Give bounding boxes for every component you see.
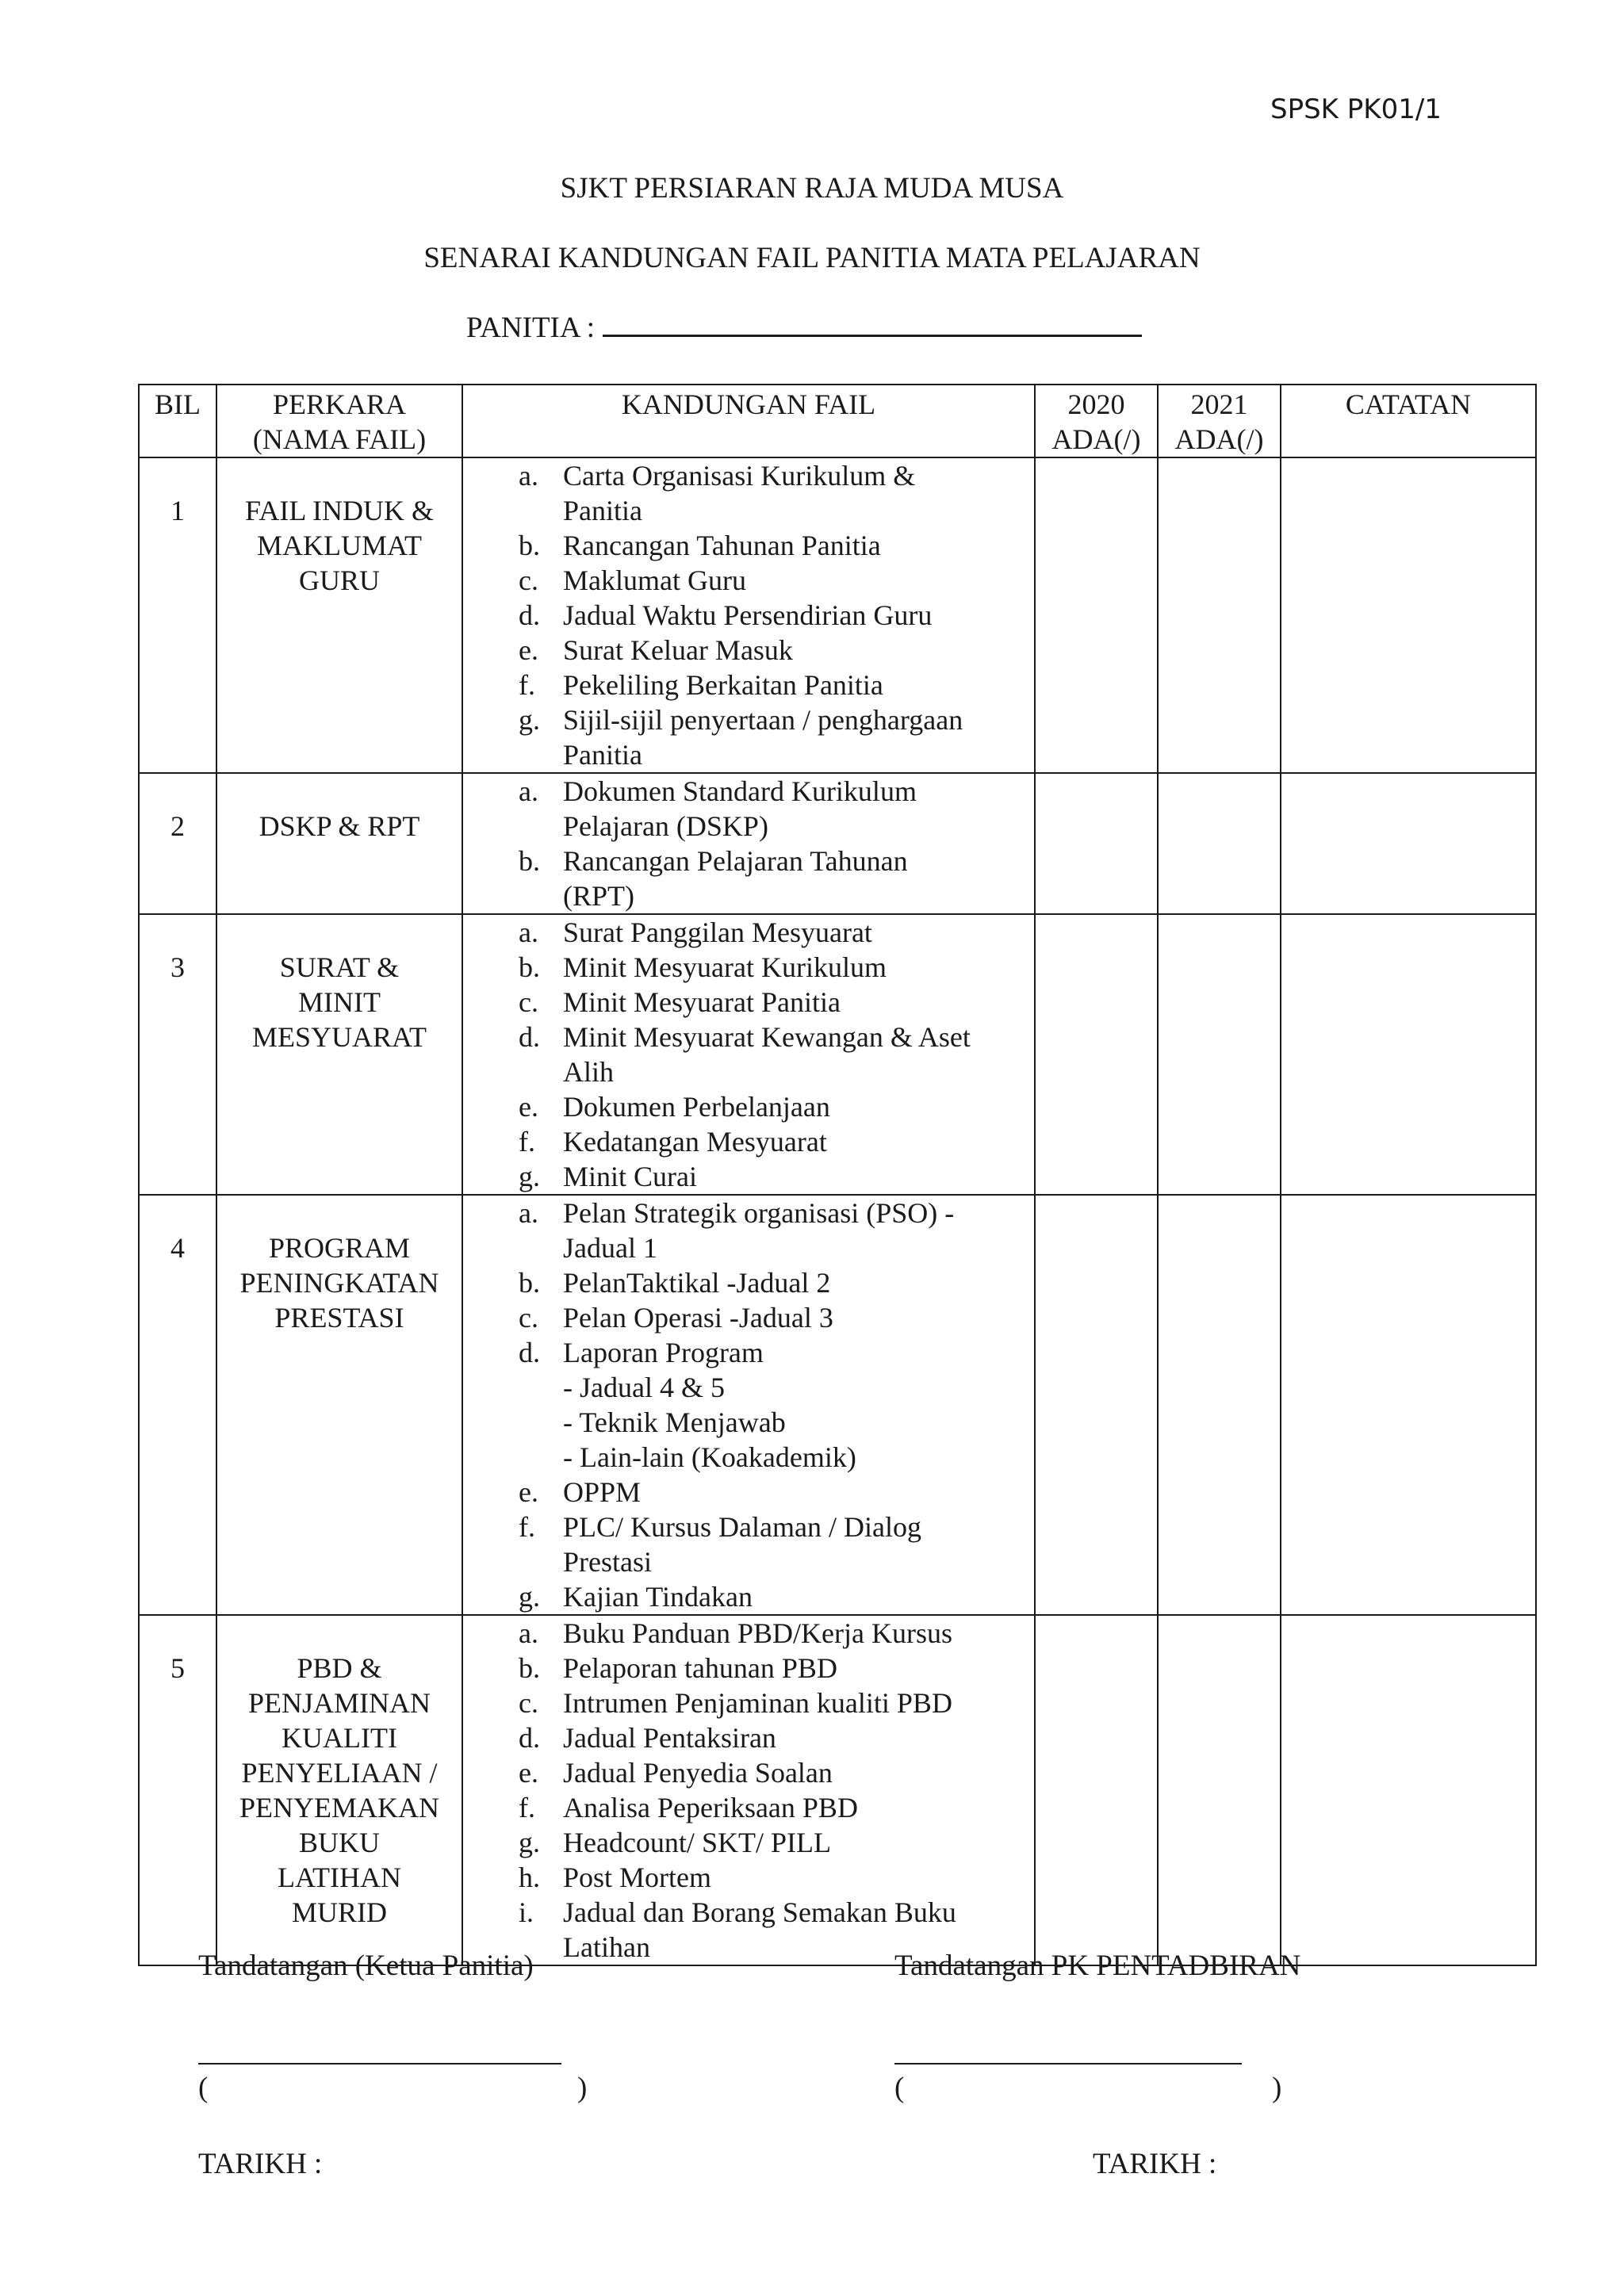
item-label: e. — [519, 1757, 538, 1789]
kandungan-item — [519, 1196, 1026, 1265]
item-text: Pekeliling Berkaitan Panitia — [563, 669, 883, 701]
header-2021-ada: ADA(/) — [1174, 423, 1264, 455]
perkara-line: PENYELIAAN / — [241, 1757, 438, 1789]
school-name: SJKT PERSIARAN RAJA MUDA MUSA — [560, 172, 1064, 205]
item-label: c. — [519, 1302, 538, 1334]
item-text: Rancangan Pelajaran Tahunan — [563, 845, 908, 877]
item-label: g. — [519, 1161, 540, 1192]
perkara-line: PRESTASI — [274, 1302, 404, 1334]
item-label: d. — [519, 599, 540, 631]
kandungan-list — [519, 915, 1026, 1194]
cell-2021[interactable] — [1158, 1615, 1281, 1965]
signature-right-label: Tandatangan PK PENTADBIRAN — [894, 1950, 1301, 1982]
item-text-continued: Prestasi — [563, 1546, 652, 1578]
item-label: b. — [519, 1267, 540, 1299]
item-label: g. — [519, 1581, 540, 1613]
row-bil: 4 — [139, 1195, 216, 1615]
item-text-continued: Latihan — [563, 1931, 650, 1963]
row-bil: 3 — [139, 914, 216, 1195]
item-text: Sijil-sijil penyertaan / penghargaan — [563, 704, 963, 736]
header-2020 — [1035, 385, 1158, 457]
item-label: a. — [519, 460, 538, 492]
kandungan-item — [519, 1825, 1026, 1860]
item-label: e. — [519, 1476, 538, 1508]
cell-2021[interactable] — [1158, 1195, 1281, 1615]
kandungan-item — [519, 528, 1026, 563]
cell-catatan[interactable] — [1281, 914, 1536, 1195]
panitia-label: PANITIA : — [466, 312, 596, 344]
item-text: Rancangan Tahunan Panitia — [563, 530, 881, 561]
item-text: Minit Mesyuarat Kurikulum — [563, 951, 887, 983]
cell-2021[interactable] — [1158, 773, 1281, 914]
item-subpoint: - Jadual 4 & 5 — [563, 1372, 725, 1403]
cell-catatan[interactable] — [1281, 1615, 1536, 1965]
item-label: b. — [519, 1652, 540, 1684]
perkara-line: MURID — [291, 1896, 387, 1928]
kandungan-item — [519, 985, 1026, 1020]
kandungan-item — [519, 702, 1026, 772]
perkara-line: KUALITI — [282, 1722, 397, 1754]
header-2021 — [1158, 385, 1281, 457]
kandungan-item — [519, 1159, 1026, 1194]
name-right-open-paren: ( — [894, 2072, 905, 2104]
item-text: Surat Keluar Masuk — [563, 634, 793, 666]
table-header-row — [139, 385, 1536, 457]
item-label: c. — [519, 564, 538, 596]
perkara-line: PENINGKATAN — [239, 1267, 439, 1299]
kandungan-item — [519, 1755, 1026, 1790]
item-text: Maklumat Guru — [563, 564, 746, 596]
header-2020-ada: ADA(/) — [1051, 423, 1141, 455]
item-label: g. — [519, 704, 540, 736]
table-row — [139, 914, 1536, 1195]
perkara-line: MESYUARAT — [251, 1021, 427, 1053]
perkara-line: LATIHAN — [278, 1862, 401, 1893]
item-text: OPPM — [563, 1476, 642, 1508]
row-perkara — [216, 773, 462, 914]
kandungan-item — [519, 458, 1026, 528]
item-label: a. — [519, 916, 538, 948]
item-text: Kedatangan Mesyuarat — [563, 1126, 827, 1158]
item-text-continued: Alih — [563, 1056, 615, 1088]
tarikh-left: TARIKH : — [198, 2148, 323, 2180]
item-text: Intrumen Penjaminan kualiti PBD — [563, 1687, 952, 1719]
perkara-line: PBD & — [297, 1652, 382, 1684]
kandungan-item — [519, 1790, 1026, 1825]
kandungan-item — [519, 1265, 1026, 1300]
cell-2020[interactable] — [1035, 457, 1158, 773]
perkara-line: PENJAMINAN — [247, 1687, 431, 1719]
item-text-continued: Panitia — [563, 495, 642, 526]
item-label: h. — [519, 1862, 540, 1893]
kandungan-item — [519, 633, 1026, 668]
kandungan-item — [519, 598, 1026, 633]
kandungan-item — [519, 563, 1026, 598]
item-label: e. — [519, 1091, 538, 1123]
item-text-continued: (RPT) — [563, 880, 634, 912]
file-contents-table — [138, 384, 1537, 1966]
kandungan-item — [519, 1686, 1026, 1720]
header-2020-year: 2020 — [1067, 388, 1125, 420]
item-label: e. — [519, 634, 538, 666]
item-label: d. — [519, 1337, 540, 1368]
signature-left-label: Tandatangan (Ketua Panitia) — [198, 1950, 534, 1982]
kandungan-item — [519, 1579, 1026, 1614]
item-subpoint: - Lain-lain (Koakademik) — [563, 1441, 856, 1473]
cell-2021[interactable] — [1158, 457, 1281, 773]
item-label: i. — [519, 1896, 534, 1928]
cell-catatan[interactable] — [1281, 457, 1536, 773]
row-kandungan — [462, 773, 1035, 914]
kandungan-item — [519, 1124, 1026, 1159]
item-text: Minit Curai — [563, 1161, 697, 1192]
kandungan-item — [519, 915, 1026, 950]
row-perkara — [216, 457, 462, 773]
table-row — [139, 1195, 1536, 1615]
perkara-line: BUKU — [298, 1827, 380, 1858]
cell-catatan[interactable] — [1281, 1195, 1536, 1615]
perkara-line: SURAT & — [279, 951, 400, 983]
item-label: d. — [519, 1021, 540, 1053]
item-label: c. — [519, 1687, 538, 1719]
item-label: f. — [519, 669, 535, 701]
perkara-line: GURU — [298, 564, 380, 596]
kandungan-item — [519, 1616, 1026, 1651]
item-label: d. — [519, 1722, 540, 1754]
table-row — [139, 457, 1536, 773]
item-text: Pelan Operasi -Jadual 3 — [563, 1302, 833, 1334]
item-text: Surat Panggilan Mesyuarat — [563, 916, 872, 948]
item-text: Jadual Penyedia Soalan — [563, 1757, 833, 1789]
item-subpoint: - Teknik Menjawab — [563, 1406, 786, 1438]
header-bil: BIL — [139, 385, 216, 457]
item-text: PLC/ Kursus Dalaman / Dialog — [563, 1511, 921, 1543]
item-label: c. — [519, 986, 538, 1018]
kandungan-item — [519, 1720, 1026, 1755]
item-text: Pelaporan tahunan PBD — [563, 1652, 837, 1684]
header-perkara-line2: (NAMA FAIL) — [252, 423, 427, 455]
kandungan-item — [519, 950, 1026, 985]
name-left-open-paren: ( — [198, 2072, 209, 2104]
document-code: SPSK PK01/1 — [1270, 94, 1442, 125]
table-row — [139, 1615, 1536, 1965]
header-perkara-line1: PERKARA — [272, 388, 407, 420]
name-left-close-paren: ) — [577, 2072, 588, 2104]
item-text: Jadual Pentaksiran — [563, 1722, 776, 1754]
cell-2021[interactable] — [1158, 914, 1281, 1195]
item-text: Minit Mesyuarat Panitia — [563, 986, 841, 1018]
kandungan-list — [519, 1616, 1026, 1965]
row-kandungan — [462, 1195, 1035, 1615]
kandungan-list — [519, 1196, 1026, 1614]
kandungan-item — [519, 1335, 1026, 1475]
item-text: Kajian Tindakan — [563, 1581, 753, 1613]
item-text-continued: Jadual 1 — [563, 1232, 657, 1264]
row-perkara — [216, 1195, 462, 1615]
row-perkara — [216, 1615, 462, 1965]
item-label: b. — [519, 845, 540, 877]
item-text: PelanTaktikal -Jadual 2 — [563, 1267, 831, 1299]
item-label: f. — [519, 1792, 535, 1823]
kandungan-item — [519, 1475, 1026, 1510]
item-text: Headcount/ SKT/ PILL — [563, 1827, 831, 1858]
cell-2020[interactable] — [1035, 1195, 1158, 1615]
cell-2020[interactable] — [1035, 773, 1158, 914]
perkara-line: FAIL INDUK & — [245, 495, 434, 526]
perkara-line: MINIT — [298, 986, 381, 1018]
kandungan-item — [519, 1089, 1026, 1124]
kandungan-item — [519, 668, 1026, 702]
header-catatan: CATATAN — [1281, 385, 1536, 457]
kandungan-item — [519, 1651, 1026, 1686]
row-kandungan — [462, 1615, 1035, 1965]
cell-catatan[interactable] — [1281, 773, 1536, 914]
item-label: g. — [519, 1827, 540, 1858]
item-label: f. — [519, 1511, 535, 1543]
row-kandungan — [462, 457, 1035, 773]
document-title: SENARAI KANDUNGAN FAIL PANITIA MATA PELAJARAN — [423, 242, 1201, 274]
row-bil: 1 — [139, 457, 216, 773]
item-text: Buku Panduan PBD/Kerja Kursus — [563, 1617, 952, 1649]
kandungan-item — [519, 1300, 1026, 1335]
item-text: Jadual dan Borang Semakan Buku — [563, 1896, 956, 1928]
name-right-close-paren: ) — [1272, 2072, 1282, 2104]
row-bil: 2 — [139, 773, 216, 914]
header-2021-year: 2021 — [1190, 388, 1248, 420]
kandungan-list — [519, 458, 1026, 772]
item-label: a. — [519, 1197, 538, 1229]
kandungan-item — [519, 844, 1026, 913]
item-text: Dokumen Perbelanjaan — [563, 1091, 830, 1123]
tarikh-right: TARIKH : — [1093, 2148, 1217, 2180]
cell-2020[interactable] — [1035, 1615, 1158, 1965]
item-label: a. — [519, 1617, 538, 1649]
cell-2020[interactable] — [1035, 914, 1158, 1195]
kandungan-item — [519, 1860, 1026, 1895]
perkara-line: MAKLUMAT — [256, 530, 422, 561]
item-text: Minit Mesyuarat Kewangan & Aset — [563, 1021, 971, 1053]
header-kandungan: KANDUNGAN FAIL — [462, 385, 1035, 457]
item-label: b. — [519, 951, 540, 983]
item-label: f. — [519, 1126, 535, 1158]
item-text: Jadual Waktu Persendirian Guru — [563, 599, 933, 631]
item-text: Laporan Program — [563, 1337, 764, 1368]
item-text: Post Mortem — [563, 1862, 712, 1893]
signature-right-line[interactable] — [894, 2063, 1242, 2064]
item-text: Pelan Strategik organisasi (PSO) - — [563, 1197, 955, 1229]
item-label: a. — [519, 775, 538, 807]
item-text: Carta Organisasi Kurikulum & — [563, 460, 916, 492]
panitia-blank-line[interactable] — [603, 311, 1142, 337]
kandungan-item — [519, 1510, 1026, 1579]
kandungan-list — [519, 774, 1026, 913]
item-label: b. — [519, 530, 540, 561]
kandungan-item — [519, 1020, 1026, 1089]
perkara-line: PENYEMAKAN — [239, 1792, 439, 1823]
row-perkara — [216, 914, 462, 1195]
panitia-field — [466, 311, 1142, 345]
perkara-line: PROGRAM — [268, 1232, 411, 1264]
signature-left-line[interactable] — [198, 2063, 561, 2064]
item-text-continued: Panitia — [563, 739, 642, 771]
table-row — [139, 773, 1536, 914]
perkara-line: DSKP & RPT — [259, 810, 420, 842]
row-bil: 5 — [139, 1615, 216, 1965]
item-text-continued: Pelajaran (DSKP) — [563, 810, 768, 842]
item-text: Dokumen Standard Kurikulum — [563, 775, 917, 807]
kandungan-item — [519, 774, 1026, 844]
item-text: Analisa Peperiksaan PBD — [563, 1792, 858, 1823]
row-kandungan — [462, 914, 1035, 1195]
header-perkara — [216, 385, 462, 457]
